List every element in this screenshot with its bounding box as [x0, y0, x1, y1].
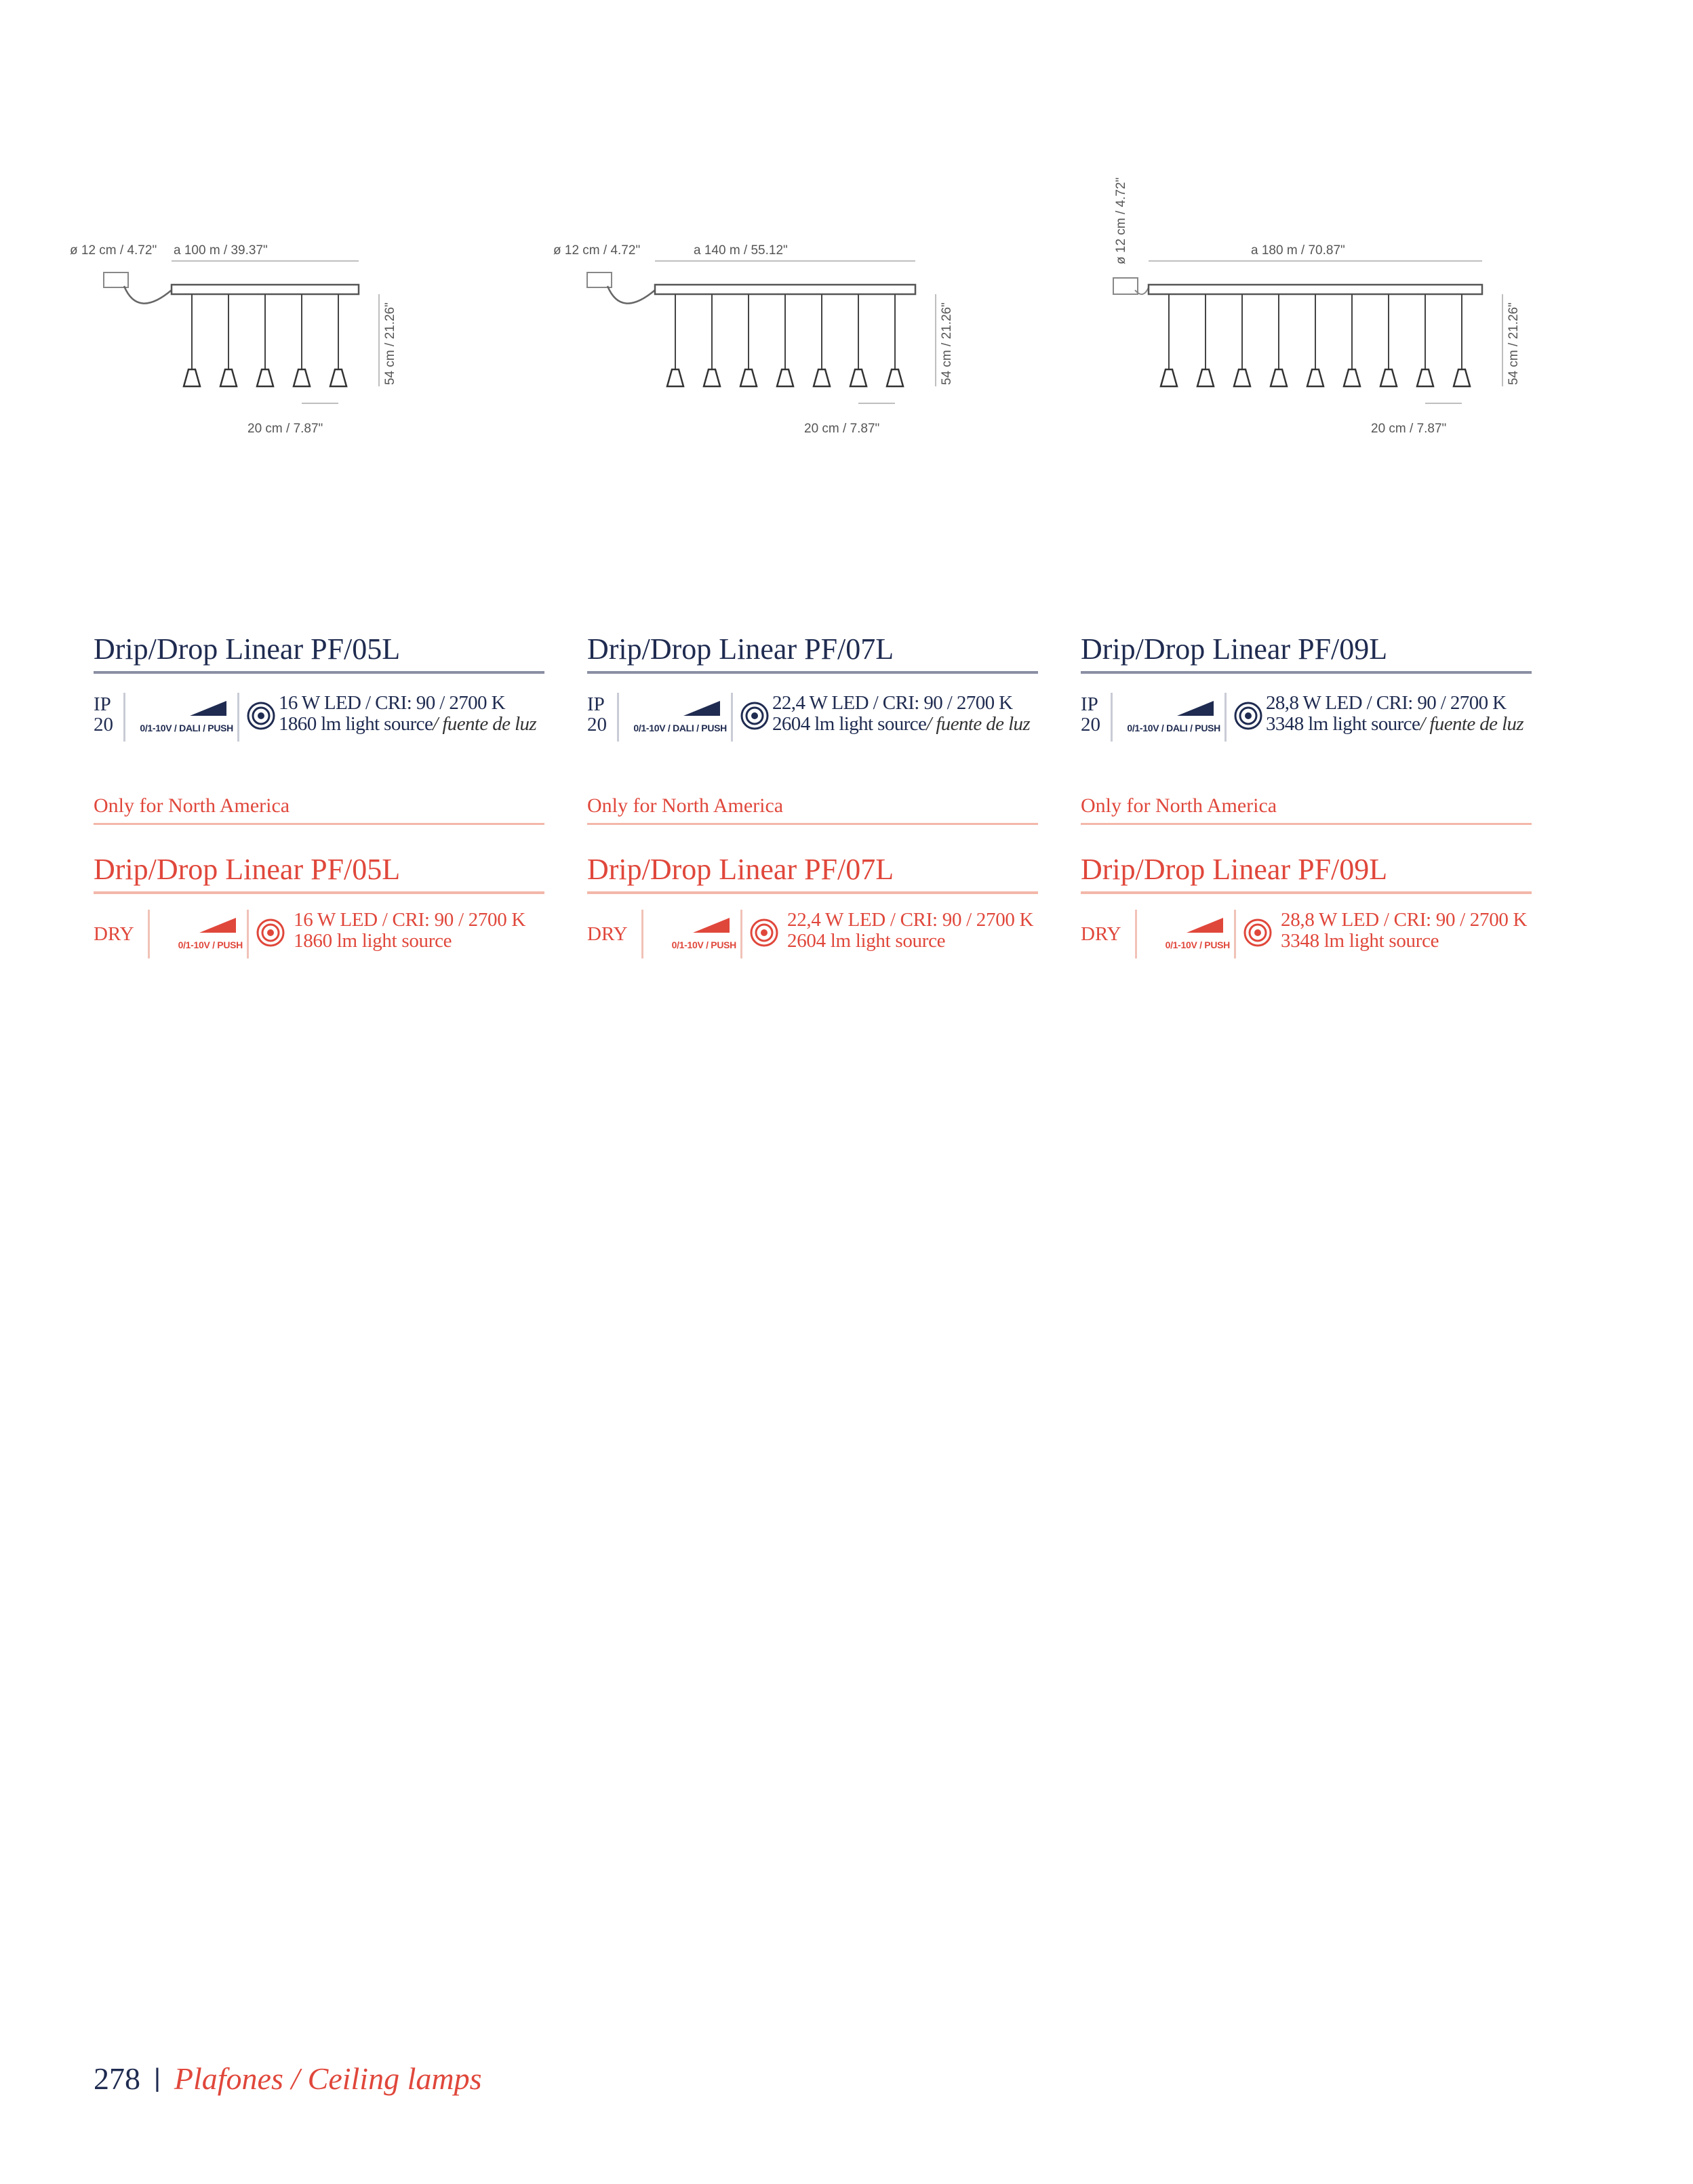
technical-drawing: [1081, 149, 1532, 468]
na-dimming-protocols: 0/1-10V / PUSH: [178, 939, 243, 950]
pendant-shade: [887, 369, 903, 386]
na-lens-block: [742, 908, 782, 960]
dimmer-ramp-icon: [190, 701, 226, 716]
na-product-title: Drip/Drop Linear PF/05L: [94, 851, 544, 894]
led-lens-icon: [256, 918, 285, 948]
linear-bar: [1149, 285, 1482, 294]
lumen-spec: 3348 lm light source/ fuente de luz: [1266, 713, 1524, 735]
power-cable: [124, 286, 172, 304]
dimmer-ramp-icon: [1177, 701, 1214, 716]
dimmer-ramp-icon: [1187, 918, 1223, 933]
na-light-specs: [1275, 908, 1532, 960]
ceiling-canopy: [104, 272, 128, 287]
linear-bar: [172, 285, 359, 294]
na-light-specs: [288, 908, 544, 960]
lens-block: [239, 691, 279, 743]
spec-row: [1081, 691, 1532, 743]
power-spec: 16 W LED / CRI: 90 / 2700 K: [279, 692, 505, 714]
na-dimming-protocols: 0/1-10V / PUSH: [671, 939, 736, 950]
diameter-label: ø 12 cm / 4.72": [1114, 177, 1128, 264]
diameter-label: ø 12 cm / 4.72": [70, 243, 157, 258]
availability-note: Only for North America: [587, 794, 1038, 825]
ip-value: 20: [1081, 714, 1100, 735]
spec-row: [587, 691, 1038, 743]
spacing-label: 20 cm / 7.87": [1371, 422, 1447, 436]
dry-rating: DRY: [587, 923, 628, 945]
na-dimming-block: [1137, 908, 1234, 960]
pendant-shade: [1344, 369, 1360, 386]
dimmer-ramp-icon: [683, 701, 720, 716]
ceiling-canopy: [587, 272, 612, 287]
na-spec-row: [94, 908, 544, 960]
pendant-shade: [667, 369, 683, 386]
dimming-block: [619, 691, 731, 743]
section-name: Plafones / Ceiling lamps: [174, 2061, 482, 2096]
pendant-shade: [1197, 369, 1214, 386]
light-specs: [772, 691, 1038, 743]
pendant-shade: [777, 369, 793, 386]
pendant-shade: [814, 369, 830, 386]
availability-note: Only for North America: [1081, 794, 1532, 825]
na-dimming-block: [150, 908, 247, 960]
ceiling-canopy: [1113, 278, 1138, 294]
dry-rating: DRY: [94, 923, 134, 945]
linear-bar: [655, 285, 915, 294]
spacing-label: 20 cm / 7.87": [804, 422, 880, 436]
led-lens-icon: [1243, 918, 1273, 948]
dimmer-ramp-icon: [199, 918, 236, 933]
width-label: a 180 m / 70.87": [1251, 243, 1345, 258]
light-specs: [1266, 691, 1532, 743]
na-spec-row: [1081, 908, 1532, 960]
dimming-protocols: 0/1-10V / DALI / PUSH: [633, 723, 727, 733]
ip-value: 20: [587, 714, 607, 735]
light-specs: [279, 691, 544, 743]
na-spec-row: [587, 908, 1038, 960]
spacing-label: 20 cm / 7.87": [247, 422, 323, 436]
spec-row: [94, 691, 544, 743]
product-title: Drip/Drop Linear PF/09L: [1081, 630, 1532, 674]
ip-rating: [587, 691, 617, 743]
na-lumen-spec: 3348 lm light source: [1281, 930, 1439, 952]
dimension-drawing: [553, 149, 1038, 468]
width-label: a 140 m / 55.12": [694, 243, 788, 258]
availability-note: Only for North America: [94, 794, 544, 825]
pendant-shade: [1417, 369, 1433, 386]
diameter-label: ø 12 cm / 4.72": [553, 243, 641, 258]
dimming-block: [125, 691, 237, 743]
dimming-block: [1113, 691, 1224, 743]
page-footer: [94, 2061, 481, 2097]
power-spec: 28,8 W LED / CRI: 90 / 2700 K: [1266, 692, 1507, 714]
pendant-shade: [704, 369, 720, 386]
product-title: Drip/Drop Linear PF/05L: [94, 630, 544, 674]
pendant-shade: [1234, 369, 1250, 386]
height-label: 54 cm / 21.26": [940, 302, 954, 385]
height-label: 54 cm / 21.26": [383, 302, 397, 385]
pendant-shade: [1307, 369, 1323, 386]
width-label: a 100 m / 39.37": [174, 243, 268, 258]
pendant-shade: [330, 369, 346, 386]
lumen-spec: 1860 lm light source/ fuente de luz: [279, 713, 537, 735]
dry-rating: DRY: [1081, 923, 1121, 945]
ip-label: IP: [94, 693, 111, 715]
height-label: 54 cm / 21.26": [1507, 302, 1521, 385]
lumen-spec-es: / fuente de luz: [926, 713, 1031, 735]
na-power-spec: 16 W LED / CRI: 90 / 2700 K: [294, 909, 526, 931]
pendant-shade: [294, 369, 310, 386]
footer-divider: |: [154, 2064, 161, 2092]
dimmer-ramp-icon: [693, 918, 730, 933]
na-product-title: Drip/Drop Linear PF/09L: [1081, 851, 1532, 894]
power-cable: [608, 286, 655, 304]
pendant-shade: [850, 369, 867, 386]
na-lumen-spec: 1860 lm light source: [294, 930, 452, 952]
led-lens-icon: [1233, 701, 1263, 731]
na-power-spec: 28,8 W LED / CRI: 90 / 2700 K: [1281, 909, 1528, 931]
ip-label: IP: [587, 693, 605, 715]
na-lumen-spec: 2604 lm light source: [787, 930, 946, 952]
na-light-specs: [782, 908, 1038, 960]
pendant-shade: [1454, 369, 1470, 386]
led-lens-icon: [740, 701, 770, 731]
product-title: Drip/Drop Linear PF/07L: [587, 630, 1038, 674]
ip-label: IP: [1081, 693, 1098, 715]
na-product-title: Drip/Drop Linear PF/07L: [587, 851, 1038, 894]
lumen-spec-es: / fuente de luz: [433, 713, 537, 735]
na-dimming-protocols: 0/1-10V / PUSH: [1165, 939, 1230, 950]
pendant-shade: [184, 369, 200, 386]
pendant-shade: [740, 369, 757, 386]
dimension-drawing: [1081, 149, 1532, 468]
pendant-shade: [1380, 369, 1397, 386]
lens-block: [733, 691, 772, 743]
na-lens-block: [249, 908, 288, 960]
dimming-protocols: 0/1-10V / DALI / PUSH: [140, 723, 233, 733]
technical-drawing: [70, 149, 544, 468]
na-lens-block: [1236, 908, 1275, 960]
lumen-spec-es: / fuente de luz: [1420, 713, 1524, 735]
technical-drawing: [553, 149, 1038, 468]
pendant-shade: [220, 369, 237, 386]
ip-rating: [1081, 691, 1111, 743]
led-lens-icon: [246, 701, 276, 731]
page-number: 278: [94, 2061, 140, 2096]
dimming-protocols: 0/1-10V / DALI / PUSH: [1127, 723, 1220, 733]
pendant-shade: [257, 369, 273, 386]
na-dimming-block: [643, 908, 740, 960]
lens-block: [1227, 691, 1266, 743]
power-spec: 22,4 W LED / CRI: 90 / 2700 K: [772, 692, 1013, 714]
lumen-spec: 2604 lm light source/ fuente de luz: [772, 713, 1031, 735]
dimension-drawing: [70, 149, 544, 468]
ip-rating: [94, 691, 123, 743]
ip-value: 20: [94, 714, 113, 735]
pendant-shade: [1161, 369, 1177, 386]
na-power-spec: 22,4 W LED / CRI: 90 / 2700 K: [787, 909, 1034, 931]
led-lens-icon: [749, 918, 779, 948]
pendant-shade: [1271, 369, 1287, 386]
